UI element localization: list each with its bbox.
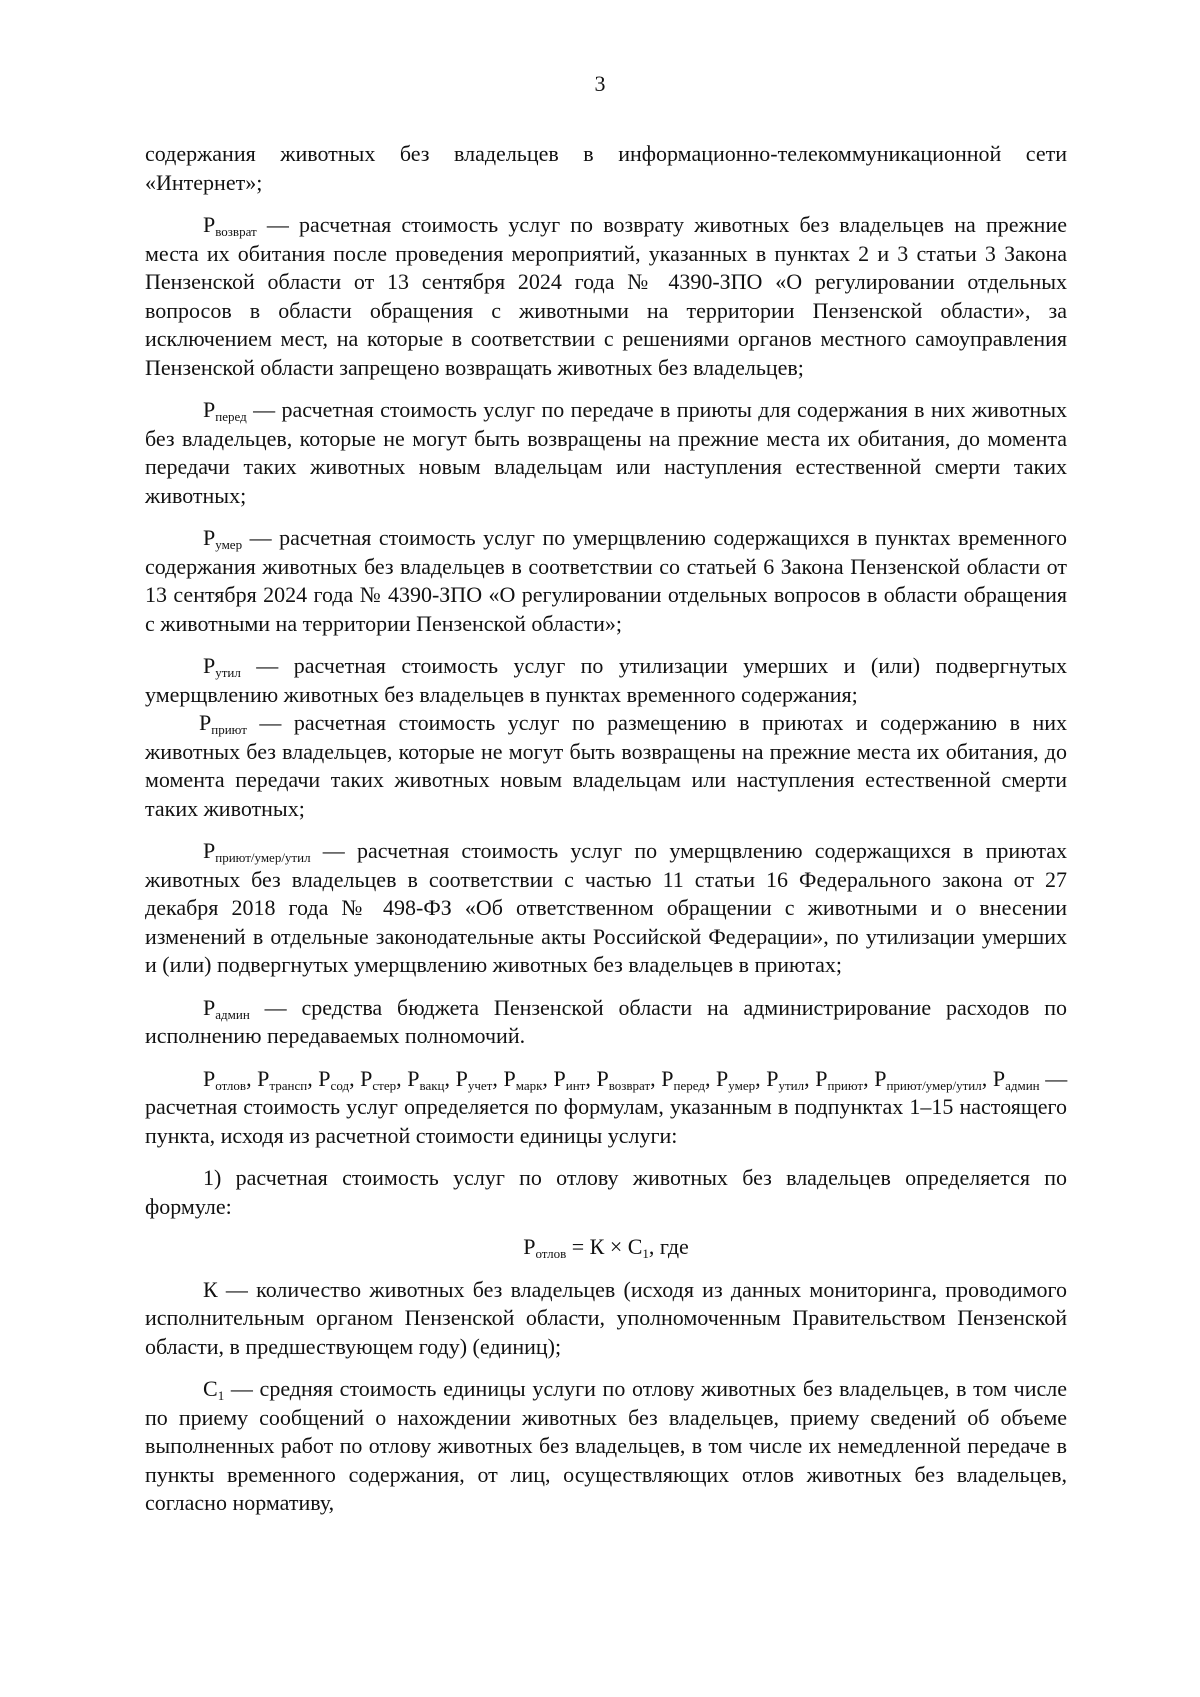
symbol: С	[203, 1376, 218, 1401]
paragraph-p-vozvrat	[145, 211, 1067, 382]
symbol-subscript: приют/умер/утил	[886, 1077, 982, 1093]
symbol-subscript: сод	[330, 1077, 350, 1093]
symbol: P	[203, 653, 216, 678]
symbol: P	[661, 1065, 674, 1091]
symbol: P	[199, 710, 212, 735]
symbol-subscript: 1	[217, 1388, 225, 1403]
symbol: P	[455, 1065, 468, 1091]
paragraph-text: — расчетная стоимость услуг по умерщвлению содержащихся в приютах животных без владельцев в соответствии с частью 11 статьи 16 Федерального закона от 27 декабря 2018 года № 498-ФЗ «Об ответственном обращении с животными и о внесении изменений в отдельные законодательные акты Российской Федерации», по утилизации умерших и (или) подвергнутых умерщвлению животных без владельцев в приютах;	[145, 838, 1067, 977]
formula-subscript: 1	[642, 1246, 649, 1261]
paragraph-text: — расчетная стоимость услуг определяется по формулам, указанным в подпунктах 1–15 настоящего пункта, исходя из расчетной стоимости единицы услуги:	[145, 1065, 1068, 1148]
symbol-subscript: утил	[778, 1077, 805, 1093]
symbol: P	[992, 1065, 1006, 1091]
symbol-subscript: инт	[565, 1077, 586, 1093]
paragraph-text: — расчетная стоимость услуг по умерщвлению содержащихся в пунктах временного содержания животных без владельцев в соответствии со статьей 6 Закона Пензенской области от 13 сентября 2024 года № 4390-ЗПО «О регулировании отдельных вопросов в области обращения с животными на территории Пензенской области»;	[145, 525, 1067, 636]
symbol: P	[203, 525, 216, 550]
paragraph-text: — средняя стоимость единицы услуги по отлову животных без владельцев, в том числе по приему сообщений о нахождении животных без владельцев, приему сведений об объеме выполненных работ по отлову животных без владельцев, в том числе их немедленной передаче в пункты временного содержания, от лиц, осуществляющих отлов животных без владельцев, согласно нормативу,	[145, 1376, 1067, 1515]
symbol-subscript: умер	[215, 537, 243, 552]
paragraph-p-pered	[145, 396, 1067, 510]
symbol: P	[596, 1065, 609, 1091]
document-body	[145, 140, 1067, 1532]
symbol-subscript: перед	[215, 409, 247, 424]
paragraph-p-priyut-umer-util	[145, 837, 1067, 980]
symbol: P	[553, 1065, 566, 1091]
symbol-subscript: перед	[673, 1077, 705, 1093]
symbol-subscript: возврат	[215, 224, 257, 239]
symbol-subscript: вакц	[419, 1077, 445, 1093]
symbol: P	[815, 1065, 828, 1091]
paragraph-text: — расчетная стоимость услуг по передаче в приюты для содержания в них животных без владельцев, которые не могут быть возвращены на прежние места их обитания, до момента передачи таких животных новым владельцам или наступления естественной смерти таких животных;	[145, 397, 1067, 508]
symbol-subscript: стер	[372, 1077, 397, 1093]
symbol: P	[203, 1065, 216, 1091]
page-number: 3	[594, 71, 606, 96]
symbol-subscript: приют	[211, 722, 247, 737]
symbol: P	[203, 838, 216, 863]
symbol: P	[503, 1065, 516, 1091]
paragraph-p-admin	[145, 994, 1067, 1051]
formula-subscript: отлов	[535, 1246, 567, 1261]
symbol-subscript: отлов	[215, 1077, 247, 1093]
symbol: P	[203, 994, 216, 1020]
symbol: P	[874, 1065, 887, 1091]
paragraph-k-definition: К — количество животных без владельцев (исходя из данных мониторинга, проводимого исполнительным органом Пензенской области, уполномоченным Правительством Пензенской области, в предшествующем году) (единиц);	[145, 1276, 1067, 1359]
symbol-subscript: приют	[827, 1077, 864, 1093]
symbol: P	[360, 1065, 373, 1091]
paragraph-symbol-list	[145, 1065, 1067, 1151]
symbol-subscript: утил	[215, 665, 241, 680]
symbol-list: $P_{отлов}$, $P_{трансп}$, $P_{сод}$, $P_{стер}$, $P_{вакц}$, $P_{учет}$, $P_{марк}$, $P_{инт}$, $P_{возврат}$, $P_{перед}$, $P_{умер}$, $P_{утил}$, $P_{приют}$, $P_{приют/умер/утил}$, $P_{админ}$	[203, 1065, 1040, 1093]
symbol: P	[407, 1065, 420, 1091]
paragraph-text: — расчетная стоимость услуг по размещению в приютах и содержанию в них животных без владельцев, которые не могут быть возвращены на прежние места их обитания, до момента передачи таких животных новым владельцам или наступления естественной смерти таких животных;	[145, 710, 1067, 821]
symbol-subscript: учет	[467, 1077, 493, 1093]
symbol-subscript: трансп	[269, 1077, 308, 1093]
paragraph-continuation: содержания животных без владельцев в информационно-телекоммуникационной сети «Интернет»;	[145, 141, 1067, 195]
symbol: P	[318, 1065, 331, 1091]
paragraph-text: — средства бюджета Пензенской области на администрирование расходов по исполнению передаваемых полномочий.	[145, 994, 1067, 1048]
paragraph-c1-definition	[145, 1375, 1067, 1518]
symbol: P	[257, 1065, 270, 1091]
paragraph-item-1: 1) расчетная стоимость услуг по отлову животных без владельцев определяется по формуле:	[145, 1165, 1067, 1219]
paragraph-p-umer	[145, 524, 1067, 638]
symbol-subscript: админ	[1005, 1077, 1040, 1093]
paragraph-p-priyut	[145, 709, 1067, 823]
symbol-subscript: админ	[215, 1006, 250, 1022]
symbol: P	[203, 212, 216, 237]
formula-p-otlov	[145, 1233, 1067, 1262]
symbol: P	[766, 1065, 779, 1091]
symbol: P	[203, 397, 216, 422]
paragraph-text: — расчетная стоимость услуг по возврату животных без владельцев на прежние места их обитания после проведения мероприятий, указанных в пунктах 2 и 3 статьи 3 Закона Пензенской области от 13 сентября 2024 года № 4390-ЗПО «О регулировании отдельных вопросов в области обращения с животными на территории Пензенской области», за исключением мест, на которые в соответствии с решениями органов местного самоуправления Пензенской области запрещено возвращать животных без владельцев;	[145, 212, 1067, 380]
formula-symbol: P	[523, 1234, 536, 1259]
symbol-subscript: возврат	[608, 1077, 651, 1093]
paragraph-text: — расчетная стоимость услуг по утилизации умерших и (или) подвергнутых умерщвлению животных без владельцев в пунктах временного содержания;	[145, 653, 1067, 707]
formula-body: = К × С	[566, 1234, 643, 1259]
formula-tail: , где	[648, 1234, 689, 1259]
symbol: P	[716, 1065, 729, 1091]
symbol-subscript: умер	[728, 1077, 756, 1093]
symbol-subscript: марк	[515, 1077, 543, 1093]
paragraph-p-util	[145, 652, 1067, 709]
symbol-subscript: приют/умер/утил	[215, 850, 311, 865]
